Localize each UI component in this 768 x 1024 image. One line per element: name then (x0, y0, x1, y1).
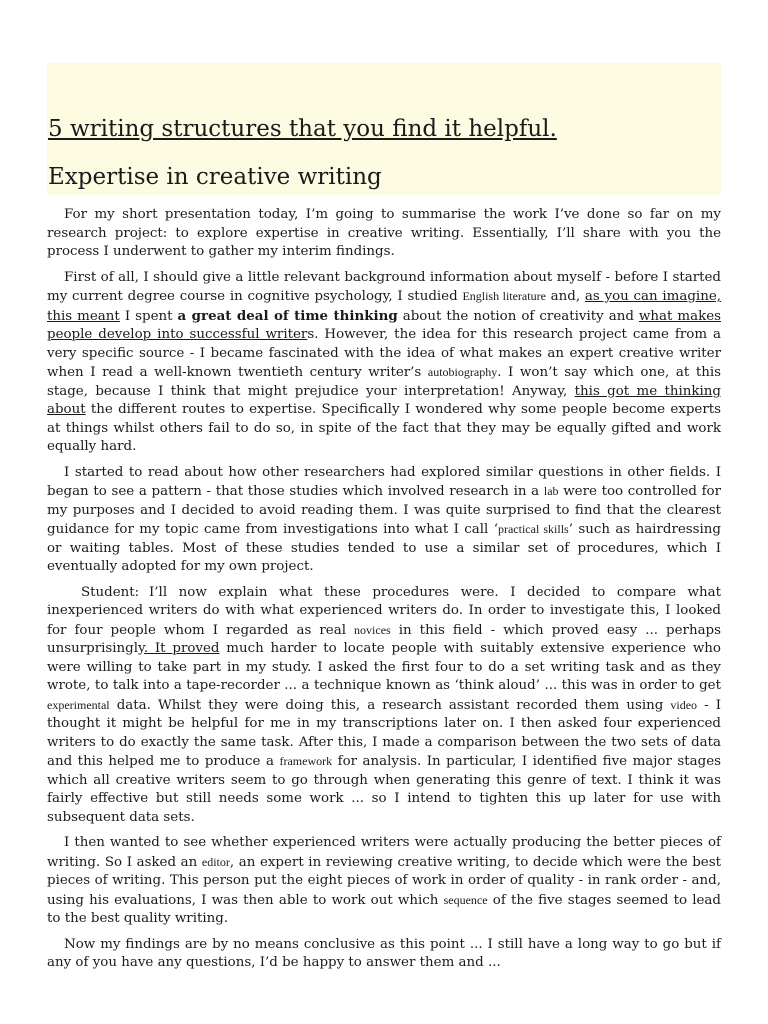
text-run: data. Whilst they were doing this, a research assistant recorded them using (109, 697, 671, 713)
text-run-small: practical skills (497, 522, 569, 536)
text-run: of the five stages seemed to lead to the best quality writing. (47, 892, 721, 926)
paragraph-6: Now my findings are by no means conclusive as this point ... I still have a long way to go but if any of you have any questions, I’d be happy to answer them and ... (47, 936, 721, 970)
text-run: were too controlled for my purposes and I decided to avoid reading them. I was quite surprised to find that the clearest guidance for my topic came from investigations into what I call ‘ (47, 484, 721, 537)
text-run: I started to read about how other researchers had explored similar questions in other fields. I began to see a pattern - that those studies which involved research in a (47, 464, 721, 499)
paragraph-5 (47, 834, 721, 929)
document-page (47, 63, 721, 980)
header-box (47, 63, 721, 195)
text-run-small: editor (201, 854, 230, 869)
paragraph-3 (47, 464, 721, 577)
text-run: I spent (119, 308, 178, 324)
text-run: , an expert in reviewing creative writing, to decide which were the best pieces of writing. This person put the eight pieces of work in order of quality - in rank order - and, using his evaluations, I was then able to work out which (47, 854, 721, 908)
text-run: s. However, the idea for this research project came from a very specific source - I became fascinated with the idea of what makes an expert creative writer when I read a well-known twentieth century writer’s (47, 327, 721, 380)
text-run: about the notion of creativity and (397, 308, 639, 324)
text-run-small: novices (354, 622, 391, 637)
text-run-underlined: . It proved (143, 641, 220, 656)
page-title: 5 writing structures that you find it helpful. (48, 116, 557, 142)
text-run-small: lab (543, 484, 559, 498)
paragraph-1: For my short presentation today, I’m going to summarise the work I’ve done so far on my research project: to explore expertise in creative writing. Essentially, I’ll share with you the process I underwent to gather my interim findings. (47, 207, 721, 259)
text-run-underlined: what makes people develop into successful writer (47, 308, 721, 342)
text-run: and, (545, 289, 585, 304)
document-body (47, 206, 721, 973)
speaker-label: Student: (81, 584, 140, 600)
text-run-underlined: this got me thinking about (47, 383, 721, 417)
text-run: for analysis. In particular, I identified five major stages which all creative writers seem to go through when generating this genre of text. I think it was fairly effective but still needs some work ... so I intend to tighten this up later for use with subsequent data sets. (47, 754, 721, 825)
text-run: the different routes to expertise. Specifically I wondered why some people become experts at things whilst others fail to do so, in spite of the fact that they may be equally gifted and work equally hard. (47, 402, 721, 454)
page-subtitle: Expertise in creative writing (48, 164, 382, 190)
text-run: much harder to locate people with suitably extensive experience who were willing to take part in my study. I asked the first four to do a set writing task and as they wrote, to talk into a tape-recorder ... a technique known as ‘think aloud’ ... this was in order to get (47, 641, 721, 693)
text-run: I then wanted to see whether experienced writers were actually producing the better pieces of writing. So I asked an (47, 835, 721, 870)
text-run: I’ll now explain what these procedures were. I decided to compare what inexperienced writers do with what experienced writers do. In order to investigate this, I looked for four people whom I regarded as real (47, 584, 721, 638)
text-run: - I thought it might be helpful for me in my transcriptions later on. I then asked four experienced writers to do exactly the same task. After this, I made a comparison between the two sets of data and this helped me to produce a (47, 697, 722, 769)
text-run: First of all, I should give a little relevant background information about myself - before I started my current degree course in cognitive psychology, I studied (47, 269, 721, 304)
text-run-small: autobiography (427, 365, 498, 379)
text-run-small: framework (279, 754, 333, 768)
paragraph-4 (47, 584, 721, 828)
text-run: . I won’t say which one, at this stage, because I think that might prejudice your interpretation! Anyway, (47, 365, 721, 399)
text-run-small: experimental (47, 697, 110, 712)
paragraph-2 (47, 269, 721, 457)
text-run-small: video (670, 697, 698, 712)
text-run: in this field - which proved easy ... perhaps unsurprisingly (47, 622, 721, 656)
text-run-small: sequence (443, 892, 488, 907)
text-run: ’ such as hairdressing or waiting tables. Most of these studies tended to use a similar set of procedures, which I eventually adopted for my own project. (47, 522, 721, 574)
text-run-small: English literature (462, 289, 546, 303)
text-run-underlined: as you can imagine, this meant (47, 289, 722, 324)
text-run-bold: a great deal of time thinking (177, 307, 398, 324)
